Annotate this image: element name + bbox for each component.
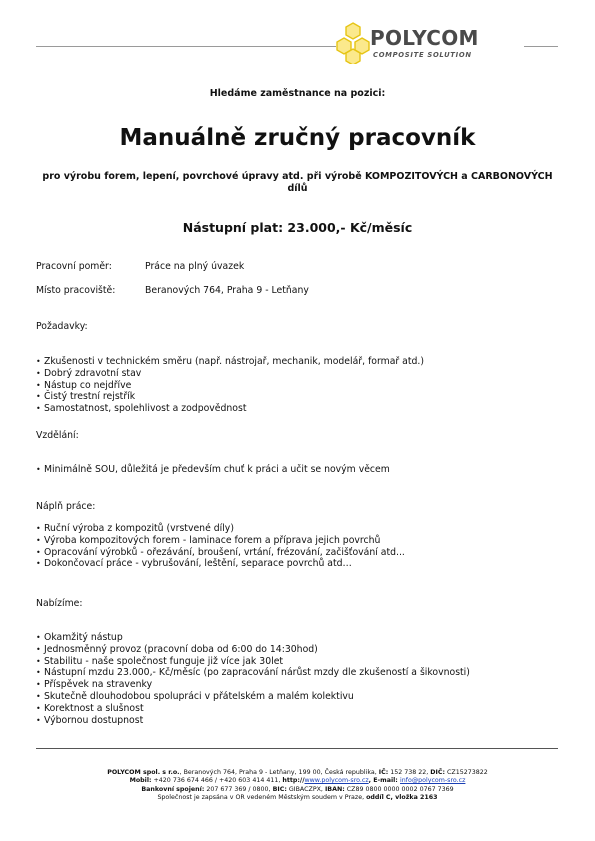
polycom-logo bbox=[333, 22, 525, 66]
bank-value: 207 677 369 / 0800, bbox=[204, 785, 273, 793]
list-item: • Výbornou dostupnost bbox=[36, 715, 470, 727]
requirements-list bbox=[36, 356, 424, 415]
bic-value: GIBACZPX, bbox=[286, 785, 325, 793]
iban-label: IBAN: bbox=[324, 785, 345, 793]
employment-label: Pracovní poměr: bbox=[36, 261, 112, 272]
duties-heading: Náplň práce: bbox=[36, 501, 96, 512]
job-subtitle: pro výrobu forem, lepení, povrchové úpravy atd. při výrobě KOMPOZITOVÝCH a CARBONOVÝCH dílů bbox=[42, 171, 553, 194]
intro-text: Hledáme zaměstnance na pozici: bbox=[209, 88, 386, 99]
salary: Nástupní plat: 23.000,- Kč/měsíc bbox=[182, 220, 413, 235]
logo-tagline: COMPOSITE SOLUTION bbox=[373, 51, 472, 59]
list-item: • Čistý trestní rejstřík bbox=[36, 391, 424, 403]
http-label: http:// bbox=[282, 777, 305, 785]
list-item: • Příspěvek na stravenky bbox=[36, 679, 470, 691]
footer-line-2 bbox=[0, 777, 595, 785]
list-item: • Dobrý zdravotní stav bbox=[36, 368, 424, 380]
bank-label: Bankovní spojení: bbox=[141, 785, 205, 793]
iban-value: CZ89 0800 0000 0002 0767 7369 bbox=[344, 785, 454, 793]
list-item: • Stabilitu - naše společnost funguje již více jak 30let bbox=[36, 656, 470, 668]
workplace-value: Beranových 764, Praha 9 - Letňany bbox=[145, 285, 309, 296]
list-item: • Nástupní mzdu 23.000,- Kč/měsíc (po zapracování nárůst mzdy dle zkušeností a šikovnosti) bbox=[36, 667, 470, 679]
logo-name: POLYCOM bbox=[370, 26, 479, 50]
registry-text: Společnost je zapsána v OR vedeném Městským soudem v Praze, bbox=[157, 794, 367, 802]
mobil-label: Mobil: bbox=[129, 777, 152, 785]
company-address: , Beranových 764, Praha 9 - Letňany, 199 00, Česká republika, bbox=[179, 769, 379, 776]
list-item: • Nástup co nejdříve bbox=[36, 380, 424, 392]
list-item: • Dokončovací práce - vybrušování, leštění, separace povrchů atd… bbox=[36, 558, 405, 570]
footer-line-4 bbox=[0, 794, 595, 802]
company-footer bbox=[0, 769, 595, 803]
list-item: • Výroba kompozitových forem - laminace forem a příprava jejich povrchů bbox=[36, 535, 405, 547]
dic-label: DIČ: bbox=[430, 769, 446, 776]
mobil-value: +420 736 674 466 / +420 603 414 411, bbox=[151, 777, 283, 785]
dic-value: CZ15273822 bbox=[445, 769, 488, 776]
list-item: • Opracování výrobků - ořezávání, broušení, vrtání, frézování, začišťování atd... bbox=[36, 547, 405, 559]
header-line-right bbox=[524, 46, 558, 47]
list-item: • Ruční výroba z kompozitů (vrstvené díly) bbox=[36, 523, 405, 535]
email-label: , E-mail: bbox=[368, 777, 401, 785]
workplace-label: Místo pracoviště: bbox=[36, 285, 116, 296]
list-item: • Minimálně SOU, důležitá je především chuť k práci a učit se novým věcem bbox=[36, 464, 390, 476]
bic-label: BIC: bbox=[272, 785, 287, 793]
footer-divider bbox=[36, 748, 558, 749]
employment-value: Práce na plný úvazek bbox=[145, 261, 245, 272]
job-title: Manuálně zručný pracovník bbox=[119, 125, 476, 151]
list-item: • Jednosměnný provoz (pracovní doba od 6:00 do 14:30hod) bbox=[36, 644, 470, 656]
footer-line-3 bbox=[0, 786, 595, 794]
list-item: • Korektnost a slušnost bbox=[36, 703, 470, 715]
offer-list bbox=[36, 632, 470, 726]
ic-value: 152 738 22, bbox=[388, 769, 431, 776]
registry-section: oddíl C, vložka 2163 bbox=[366, 794, 438, 802]
ic-label: IČ: bbox=[378, 769, 389, 776]
offer-heading: Nabízíme: bbox=[36, 598, 83, 609]
duties-list bbox=[36, 523, 405, 570]
header-line-left bbox=[36, 46, 336, 47]
hexagon-honeycomb-logo-icon bbox=[331, 20, 375, 64]
list-item: • Okamžitý nástup bbox=[36, 632, 470, 644]
list-item: • Samostatnost, spolehlivost a zodpovědnost bbox=[36, 403, 424, 415]
website-link[interactable]: www.polycom-sro.cz bbox=[304, 777, 369, 785]
company-name: POLYCOM spol. s r.o. bbox=[107, 769, 180, 776]
education-heading: Vzdělání: bbox=[36, 430, 79, 441]
education-list bbox=[36, 464, 390, 476]
list-item: • Skutečně dlouhodobou spolupráci v přátelském a malém kolektivu bbox=[36, 691, 470, 703]
requirements-heading: Požadavky: bbox=[36, 321, 88, 332]
list-item: • Zkušenosti v technickém směru (např. nástrojař, mechanik, modelář, formař atd.) bbox=[36, 356, 424, 368]
email-link[interactable]: info@polycom-sro.cz bbox=[400, 777, 466, 785]
